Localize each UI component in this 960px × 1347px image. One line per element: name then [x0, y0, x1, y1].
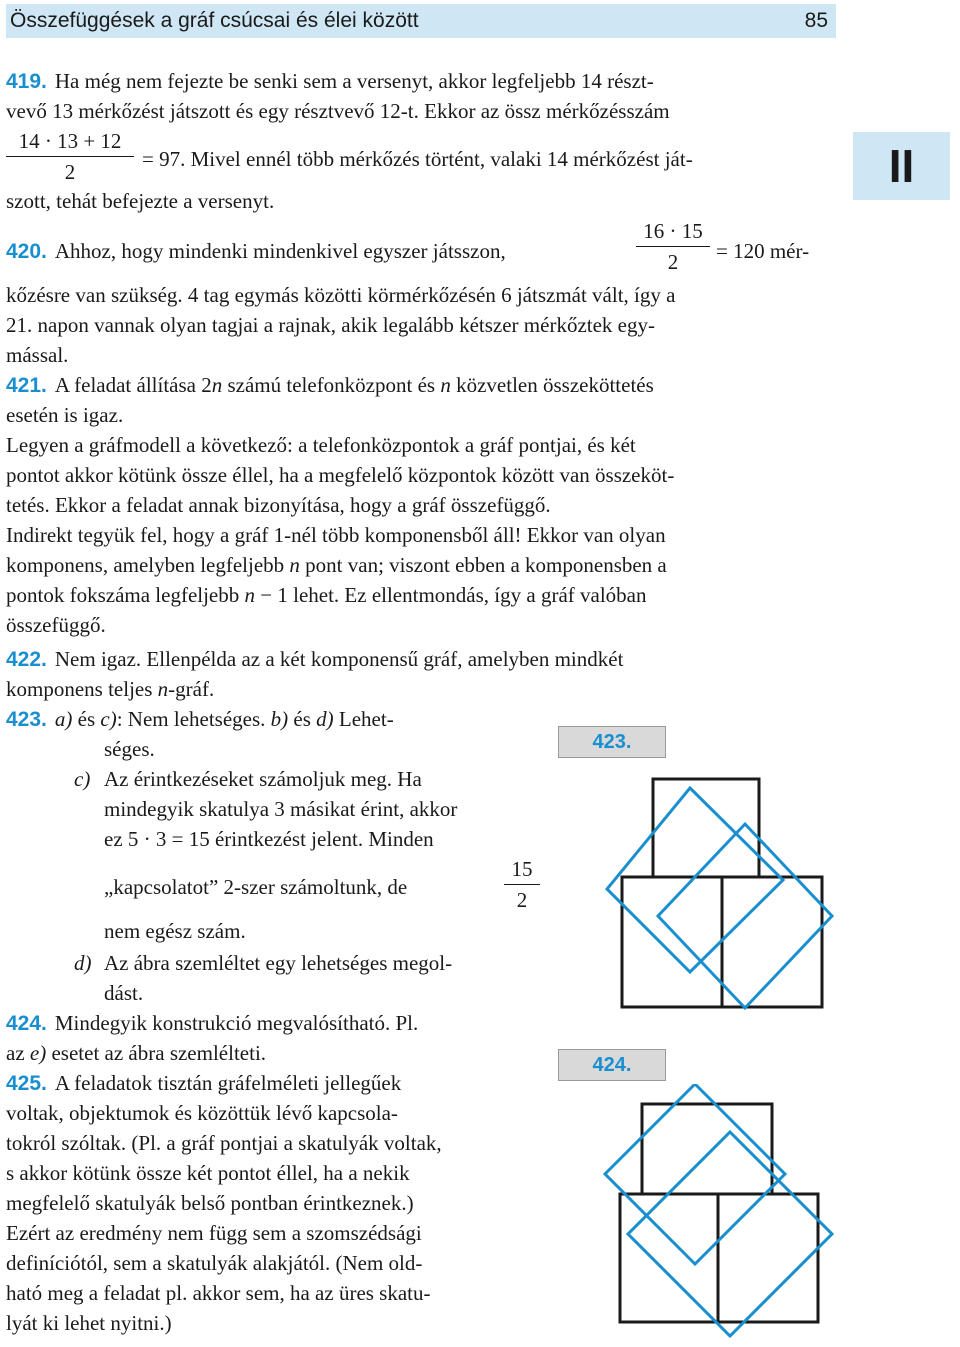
box-bottom-right: [718, 1194, 818, 1322]
problem-422-line-1: 422. Nem igaz. Ellenpélda az a két komponensű gráf, amelyben mindkét: [6, 647, 624, 671]
problem-number: 420.: [6, 240, 47, 263]
problem-424-line-1: 424. Mindegyik konstrukció megvalósítható. Pl.: [6, 1011, 419, 1035]
problem-number: 423.: [6, 708, 47, 731]
problem-419-line-2: vevő 13 mérkőzést játszott és egy résztvevő 12-t. Ekkor az össz mérkőzésszám: [6, 99, 670, 123]
chapter-tab: II: [853, 132, 950, 200]
problem-423-d-label: d): [74, 951, 92, 975]
figure-423: [600, 774, 840, 1034]
problem-421-line-4: pontot akkor kötünk össze éllel, ha a megfelelő központok között van összeköt-: [6, 463, 675, 487]
problem-number: 421.: [6, 374, 47, 397]
figure-424: [600, 1084, 840, 1344]
problem-number: 425.: [6, 1072, 47, 1095]
problem-420-line-1b: = 120 mér-: [716, 239, 810, 263]
problem-425-line-1: 425. A feladatok tisztán gráfelméleti jellegűek: [6, 1071, 402, 1095]
problem-423-c-line-1: Az érintkezéseket számoljuk meg. Ha: [104, 767, 422, 791]
problem-423-d-line-2: dást.: [104, 981, 144, 1005]
problem-421-line-2: esetén is igaz.: [6, 403, 124, 427]
problem-423-line-1: 423. a) és c): Nem lehetséges. b) és d) Lehet-: [6, 707, 394, 731]
problem-422-line-2: komponens teljes n-gráf.: [6, 677, 215, 701]
problem-423-c-line-3: ez 5 · 3 = 15 érintkezést jelent. Minden: [104, 827, 434, 851]
problem-425-line-2: voltak, objektumok és közöttük lévő kapcsola-: [6, 1101, 398, 1125]
box-bottom-left: [622, 877, 722, 1007]
problem-421-line-5: tetés. Ekkor a feladat annak bizonyítása, hogy a gráf összefüggő.: [6, 493, 551, 517]
fraction-419: 14 · 13 + 12 2: [6, 128, 134, 185]
problem-420-line-4: mással.: [6, 343, 69, 367]
problem-425-line-3: tokról szóltak. (Pl. a gráf pontjai a skatulyák voltak,: [6, 1131, 442, 1155]
problem-423-c-line-5: nem egész szám.: [104, 919, 246, 943]
problem-421-line-7: komponens, amelyben legfeljebb n pont van; viszont ebben a komponensben a: [6, 553, 667, 577]
page-header: [6, 4, 836, 38]
problem-421-line-3: Legyen a gráfmodell a következő: a telefonközpontok a gráf pontjai, és két: [6, 433, 636, 457]
problem-419-line-3: = 97. Mivel ennél több mérkőzés történt, valaki 14 mérkőzést ját-: [142, 147, 693, 171]
problem-number: 422.: [6, 648, 47, 671]
problem-425-line-5: megfelelő skatulyák belső pontban érintkeznek.): [6, 1191, 414, 1215]
box-bottom-left: [620, 1194, 718, 1322]
problem-419-line-1: 419. Ha még nem fejezte be senki sem a versenyt, akkor legfeljebb 14 részt-: [6, 69, 654, 93]
page-title: Összefüggések a gráf csúcsai és élei között: [10, 9, 419, 32]
page-number: 85: [804, 9, 828, 32]
figure-label-423: 423.: [558, 726, 666, 758]
fraction-423: 15 2: [504, 856, 540, 913]
problem-421-line-1: 421. A feladat állítása 2n számú telefonközpont és n közvetlen összeköttetés: [6, 373, 654, 397]
problem-number: 419.: [6, 70, 47, 93]
problem-425-line-4: s akkor kötünk össze két pontot éllel, ha a nekik: [6, 1161, 410, 1185]
diamond-right: [628, 1132, 832, 1336]
diamond-left: [607, 788, 783, 972]
problem-420-line-3: 21. napon vannak olyan tagjai a rajnak, akik legalább kétszer mérkőztek egy-: [6, 313, 655, 337]
problem-number: 424.: [6, 1012, 47, 1035]
problem-425-line-7: definíciótól, sem a skatulyák alakjától. (Nem old-: [6, 1251, 423, 1275]
problem-424-line-2: az e) esetet az ábra szemlélteti.: [6, 1041, 267, 1065]
problem-423-c-label: c): [74, 767, 91, 791]
problem-425-line-8: ható meg a feladat pl. akkor sem, ha az üres skatu-: [6, 1281, 431, 1305]
problem-425-line-6: Ezért az eredmény nem függ sem a szomszédsági: [6, 1221, 422, 1245]
problem-421-line-9: összefüggő.: [6, 613, 106, 637]
problem-421-line-6: Indirekt tegyük fel, hogy a gráf 1-nél több komponensből áll! Ekkor van olyan: [6, 523, 666, 547]
problem-423-line-2: séges.: [104, 737, 155, 761]
problem-420-line-2: kőzésre van szükség. 4 tag egymás közötti körmérkőzésén 6 játszmát vált, így a: [6, 283, 676, 307]
fraction-420: 16 · 15 2: [636, 218, 710, 275]
problem-420-line-1: 420. Ahhoz, hogy mindenki mindenkivel egyszer játsszon,: [6, 239, 506, 263]
problem-423-c-line-4: „kapcsolatot” 2-szer számoltunk, de: [104, 875, 408, 899]
problem-421-line-8: pontok fokszáma legfeljebb n − 1 lehet. Ez ellentmondás, így a gráf valóban: [6, 583, 647, 607]
figure-label-424: 424.: [558, 1049, 666, 1081]
problem-423-c-line-2: mindegyik skatulya 3 másikat érint, akkor: [104, 797, 458, 821]
problem-423-d-line-1: Az ábra szemléltet egy lehetséges megol-: [104, 951, 453, 975]
problem-425-line-9: lyát ki lehet nyitni.): [6, 1311, 172, 1335]
problem-419-line-4: szott, tehát befejezte a versenyt.: [6, 189, 275, 213]
